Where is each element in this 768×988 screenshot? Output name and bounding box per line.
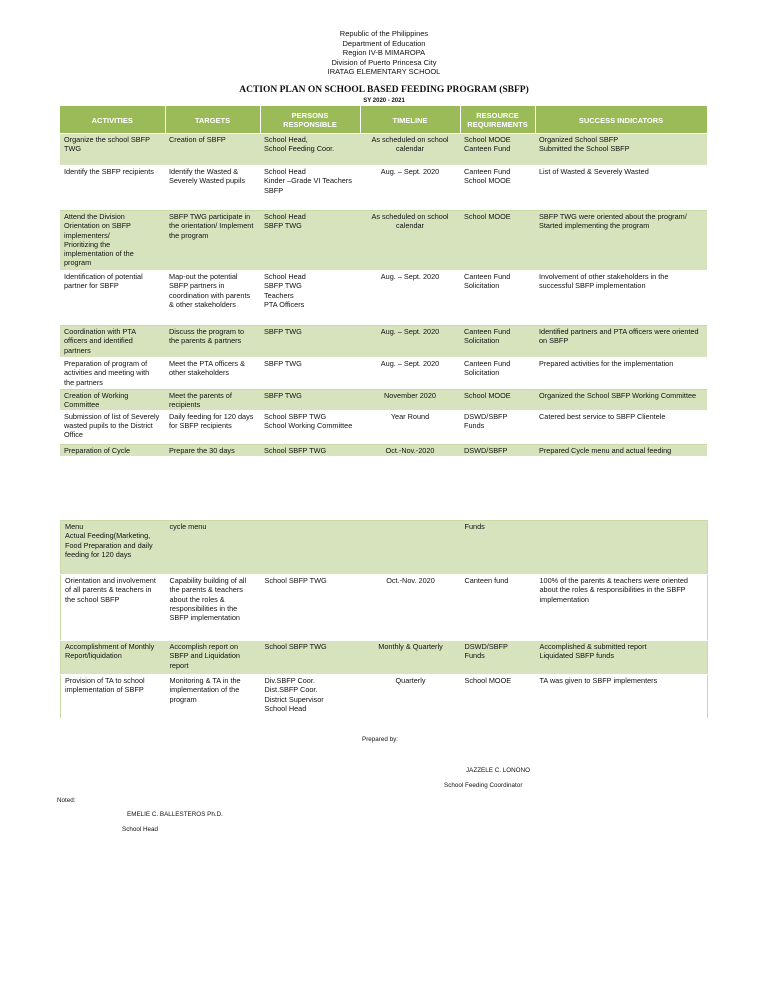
table-row [60, 358, 707, 390]
target-cell: Map-out the potential SBFP partners in coordination with parents & other stakeholders [165, 271, 260, 326]
resource-cell: Funds [461, 521, 536, 575]
timeline-cell: November 2020 [360, 390, 460, 411]
target-cell: cycle menu [166, 521, 261, 575]
activity-cell: Organize the school SBFP TWG [60, 134, 165, 166]
timeline-cell: Oct.-Nov.-2020 [360, 444, 460, 456]
col-targets: TARGETS [165, 106, 260, 134]
resource-cell: DSWD/SBFP [460, 444, 535, 456]
activity-cell: Menu Actual Feeding(Marketing, Food Preparation and daily feeding for 120 days [61, 521, 166, 575]
indicator-cell: List of Wasted & Severely Wasted [535, 166, 707, 211]
resource-cell: Canteen Fund Solicitation [460, 326, 535, 358]
persons-cell: School Head, School Feeding Coor. [260, 134, 360, 166]
timeline-cell: Year Round [360, 410, 460, 444]
activity-cell: Coordination with PTA officers and identified partners [60, 326, 165, 358]
resource-cell: School MOOE [461, 675, 536, 719]
indicator-cell: Accomplished & submitted report Liquidated SBFP funds [536, 641, 708, 675]
resource-cell: School MOOE Canteen Fund [460, 134, 535, 166]
table-row [60, 271, 707, 326]
header-line-republic: Republic of the Philippines [339, 29, 429, 38]
preparer-title: School Feeding Coordinator [444, 782, 523, 789]
resource-cell: Canteen fund [461, 575, 536, 641]
table-row [61, 641, 708, 675]
resource-cell: Canteen Fund School MOOE [460, 166, 535, 211]
timeline-cell: Aug. – Sept. 2020 [360, 358, 460, 390]
resource-cell: DSWD/SBFP Funds [460, 410, 535, 444]
indicator-cell: TA was given to SBFP implementers [536, 675, 708, 719]
header-line-deped: Department of Education [342, 38, 426, 48]
target-cell: Capability building of all the parents & teachers about the roles & responsibilities in the SBFP implementation [166, 575, 261, 641]
timeline-cell: Monthly & Quarterly [361, 641, 461, 675]
persons-cell: Div.SBFP Coor. Dist.SBFP Coor. District Supervisor School Head [261, 675, 361, 719]
col-resources: RESOURCE REQUIREMENTS [460, 106, 535, 134]
target-cell: Identify the Wasted & Severely Wasted pupils [165, 166, 260, 211]
timeline-cell: Aug. – Sept. 2020 [360, 166, 460, 211]
persons-cell [261, 521, 361, 575]
persons-cell: SBFP TWG [260, 358, 360, 390]
indicator-cell: Catered best service to SBFP Clientele [535, 410, 707, 444]
resource-cell: School MOOE [460, 211, 535, 271]
indicator-cell: Identified partners and PTA officers were oriented on SBFP [535, 326, 707, 358]
indicator-cell: SBFP TWG were oriented about the program/ Started implementing the program [535, 211, 707, 271]
document-title: ACTION PLAN ON SCHOOL BASED FEEDING PROGRAM (SBFP) [239, 85, 529, 95]
resource-cell: Canteen Fund Solicitation [460, 358, 535, 390]
activity-cell: Provision of TA to school implementation of SBFP [61, 675, 166, 719]
table-row [60, 444, 707, 456]
persons-cell: School SBFP TWG [261, 641, 361, 675]
timeline-cell [361, 521, 461, 575]
target-cell: Prepare the 30 days [165, 444, 260, 456]
header-line-school: IRATAG ELEMENTARY SCHOOL [327, 67, 441, 76]
timeline-cell: Aug. – Sept. 2020 [360, 326, 460, 358]
table-row [61, 575, 708, 641]
table-row [61, 521, 708, 575]
indicator-cell: Organized the School SBFP Working Committee [535, 390, 707, 411]
header-line-region: Region IV-B MIMAROPA [342, 48, 426, 57]
col-activities: ACTIVITIES [60, 106, 165, 134]
activity-cell: Creation of Working Committee [60, 390, 165, 411]
col-persons: PERSONS RESPONSIBLE [260, 106, 360, 134]
activity-cell: Identification of potential partner for SBFP [60, 271, 165, 326]
noter-name: EMELIE C. BALLESTEROS Ph.D. [127, 811, 223, 818]
table-row [60, 134, 707, 166]
table-row [61, 675, 708, 719]
target-cell: Discuss the program to the parents & partners [165, 326, 260, 358]
activity-cell: Identify the SBFP recipients [60, 166, 165, 211]
prepared-by-label: Prepared by: [362, 736, 399, 743]
indicator-cell: 100% of the parents & teachers were oriented about the roles & responsibilities in the SBFP implementation [536, 575, 708, 641]
col-timeline: TIMELINE [360, 106, 460, 134]
activity-cell: Orientation and involvement of all parents & teachers in the school SBFP [61, 575, 166, 641]
target-cell: Meet the PTA officers & other stakeholders [165, 358, 260, 390]
target-cell: Daily feeding for 120 days for SBFP recipients [165, 410, 260, 444]
indicator-cell [536, 521, 708, 575]
school-year: SY 2020 - 2021 [363, 98, 405, 104]
resource-cell: School MOOE [460, 390, 535, 411]
target-cell: SBFP TWG participate in the orientation/ Implement the program [165, 211, 260, 271]
resource-cell: DSWD/SBFP Funds [461, 641, 536, 675]
target-cell: Meet the parents of recipients [165, 390, 260, 411]
target-cell: Monitoring & TA in the implementation of the program [166, 675, 261, 719]
header-line-division: Division of Puerto Princesa City [331, 57, 437, 67]
resource-cell: Canteen Fund Solicitation [460, 271, 535, 326]
col-indicators: SUCCESS INDICATORS [535, 106, 707, 134]
target-cell: Creation of SBFP [165, 134, 260, 166]
action-plan-table-continued [60, 520, 708, 719]
table-row [60, 390, 707, 411]
table-row [60, 211, 707, 271]
indicator-cell: Organized School SBFP Submitted the School SBFP [535, 134, 707, 166]
preparer-name: JAZZELE C. LONONO [466, 767, 531, 774]
timeline-cell: As scheduled on school calendar [360, 211, 460, 271]
persons-cell: School SBFP TWG [261, 575, 361, 641]
document-header [0, 29, 768, 77]
persons-cell: School Head Kinder –Grade VI Teachers SBFP [260, 166, 360, 211]
indicator-cell: Prepared Cycle menu and actual feeding [535, 444, 707, 456]
persons-cell: School Head SBFP TWG [260, 211, 360, 271]
noter-title: School Head [122, 826, 159, 833]
persons-cell: School SBFP TWG [260, 444, 360, 456]
target-cell: Accomplish report on SBFP and Liquidation report [166, 641, 261, 675]
activity-cell: Submission of list of Severely wasted pupils to the District Office [60, 410, 165, 444]
activity-cell: Attend the Division Orientation on SBFP implementers/ Prioritizing the implementation of the program [60, 211, 165, 271]
table-row [60, 166, 707, 211]
activity-cell: Accomplishment of Monthly Report/liquidation [61, 641, 166, 675]
persons-cell: SBFP TWG [260, 326, 360, 358]
activity-cell: Preparation of program of activities and meeting with the partners [60, 358, 165, 390]
timeline-cell: Aug. – Sept. 2020 [360, 271, 460, 326]
activity-cell: Preparation of Cycle [60, 444, 165, 456]
table-header-row [60, 106, 707, 134]
table-row [60, 326, 707, 358]
timeline-cell: Quarterly [361, 675, 461, 719]
noted-label: Noted: [57, 797, 76, 804]
persons-cell: SBFP TWG [260, 390, 360, 411]
indicator-cell: Prepared activities for the implementation [535, 358, 707, 390]
persons-cell: School SBFP TWG School Working Committee [260, 410, 360, 444]
persons-cell: School Head SBFP TWG Teachers PTA Officers [260, 271, 360, 326]
indicator-cell: Involvement of other stakeholders in the successful SBFP implementation [535, 271, 707, 326]
timeline-cell: As scheduled on school calendar [360, 134, 460, 166]
table-row [60, 410, 707, 444]
timeline-cell: Oct.-Nov. 2020 [361, 575, 461, 641]
action-plan-table [60, 106, 708, 457]
